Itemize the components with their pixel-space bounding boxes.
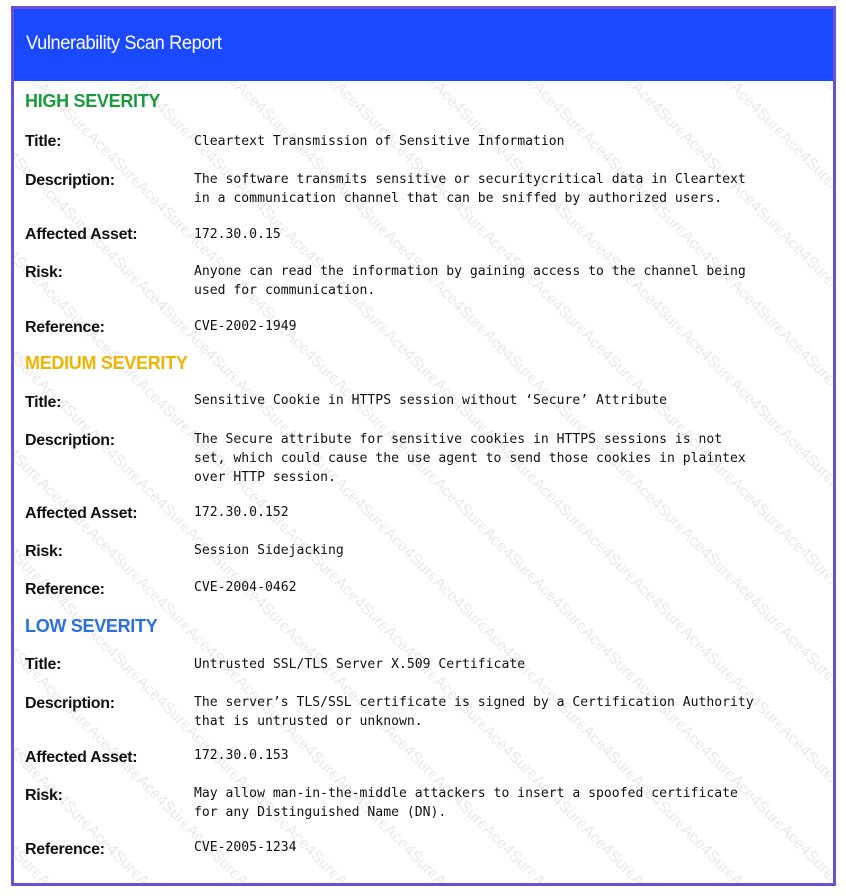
risk-value: Anyone can read the information by gaining access to the channel being used for communication. [194, 264, 746, 298]
vulnerability-title: Cleartext Transmission of Sensitive Information [194, 134, 565, 149]
severity-heading-high: HIGH SEVERITY [25, 91, 161, 111]
description-label: Description: [25, 432, 115, 449]
affected-asset-value: 172.30.0.15 [194, 227, 281, 242]
affected-asset-value: 172.30.0.152 [194, 505, 289, 520]
affected-asset-label: Affected Asset: [25, 505, 138, 522]
reference-value: CVE-2002-1949 [194, 319, 297, 334]
affected-asset-label: Affected Asset: [25, 226, 138, 243]
title-label: Title: [25, 133, 62, 150]
reference-value: CVE-2004-0462 [194, 580, 297, 595]
risk-label: Risk: [25, 787, 63, 804]
reference-label: Reference: [25, 319, 105, 336]
report-header [14, 9, 833, 81]
vulnerability-title: Sensitive Cookie in HTTPS session without ‘Secure’ Attribute [194, 393, 667, 408]
reference-label: Reference: [25, 841, 105, 858]
vulnerability-title: Untrusted SSL/TLS Server X.509 Certificate [194, 657, 526, 672]
risk-value: Session Sidejacking [194, 543, 344, 558]
severity-heading-medium: MEDIUM SEVERITY [25, 353, 188, 373]
vulnerability-description: The server’s TLS/SSL certificate is signed by a Certification Authority that is untrusted or unknown. [194, 695, 754, 729]
affected-asset-value: 172.30.0.153 [194, 748, 289, 763]
title-label: Title: [25, 656, 62, 673]
report-title: Vulnerability Scan Report [26, 33, 222, 54]
risk-label: Risk: [25, 543, 63, 560]
description-label: Description: [25, 695, 115, 712]
risk-label: Risk: [25, 264, 63, 281]
affected-asset-label: Affected Asset: [25, 749, 138, 766]
title-label: Title: [25, 394, 62, 411]
risk-value: May allow man-in-the-middle attackers to insert a spoofed certificate for any Distinguished Name (DN). [194, 786, 738, 820]
vulnerability-description: The Secure attribute for sensitive cookies in HTTPS sessions is not set, which could cause the use agent to send those cookies in plaintex over HTTP session. [194, 432, 746, 485]
report-frame [11, 6, 836, 886]
description-label: Description: [25, 172, 115, 189]
reference-value: CVE-2005-1234 [194, 840, 297, 855]
severity-heading-low: LOW SEVERITY [25, 616, 158, 636]
vulnerability-description: The software transmits sensitive or securitycritical data in Cleartext in a communication channel that can be sniffed by authorized users. [194, 172, 746, 206]
reference-label: Reference: [25, 581, 105, 598]
